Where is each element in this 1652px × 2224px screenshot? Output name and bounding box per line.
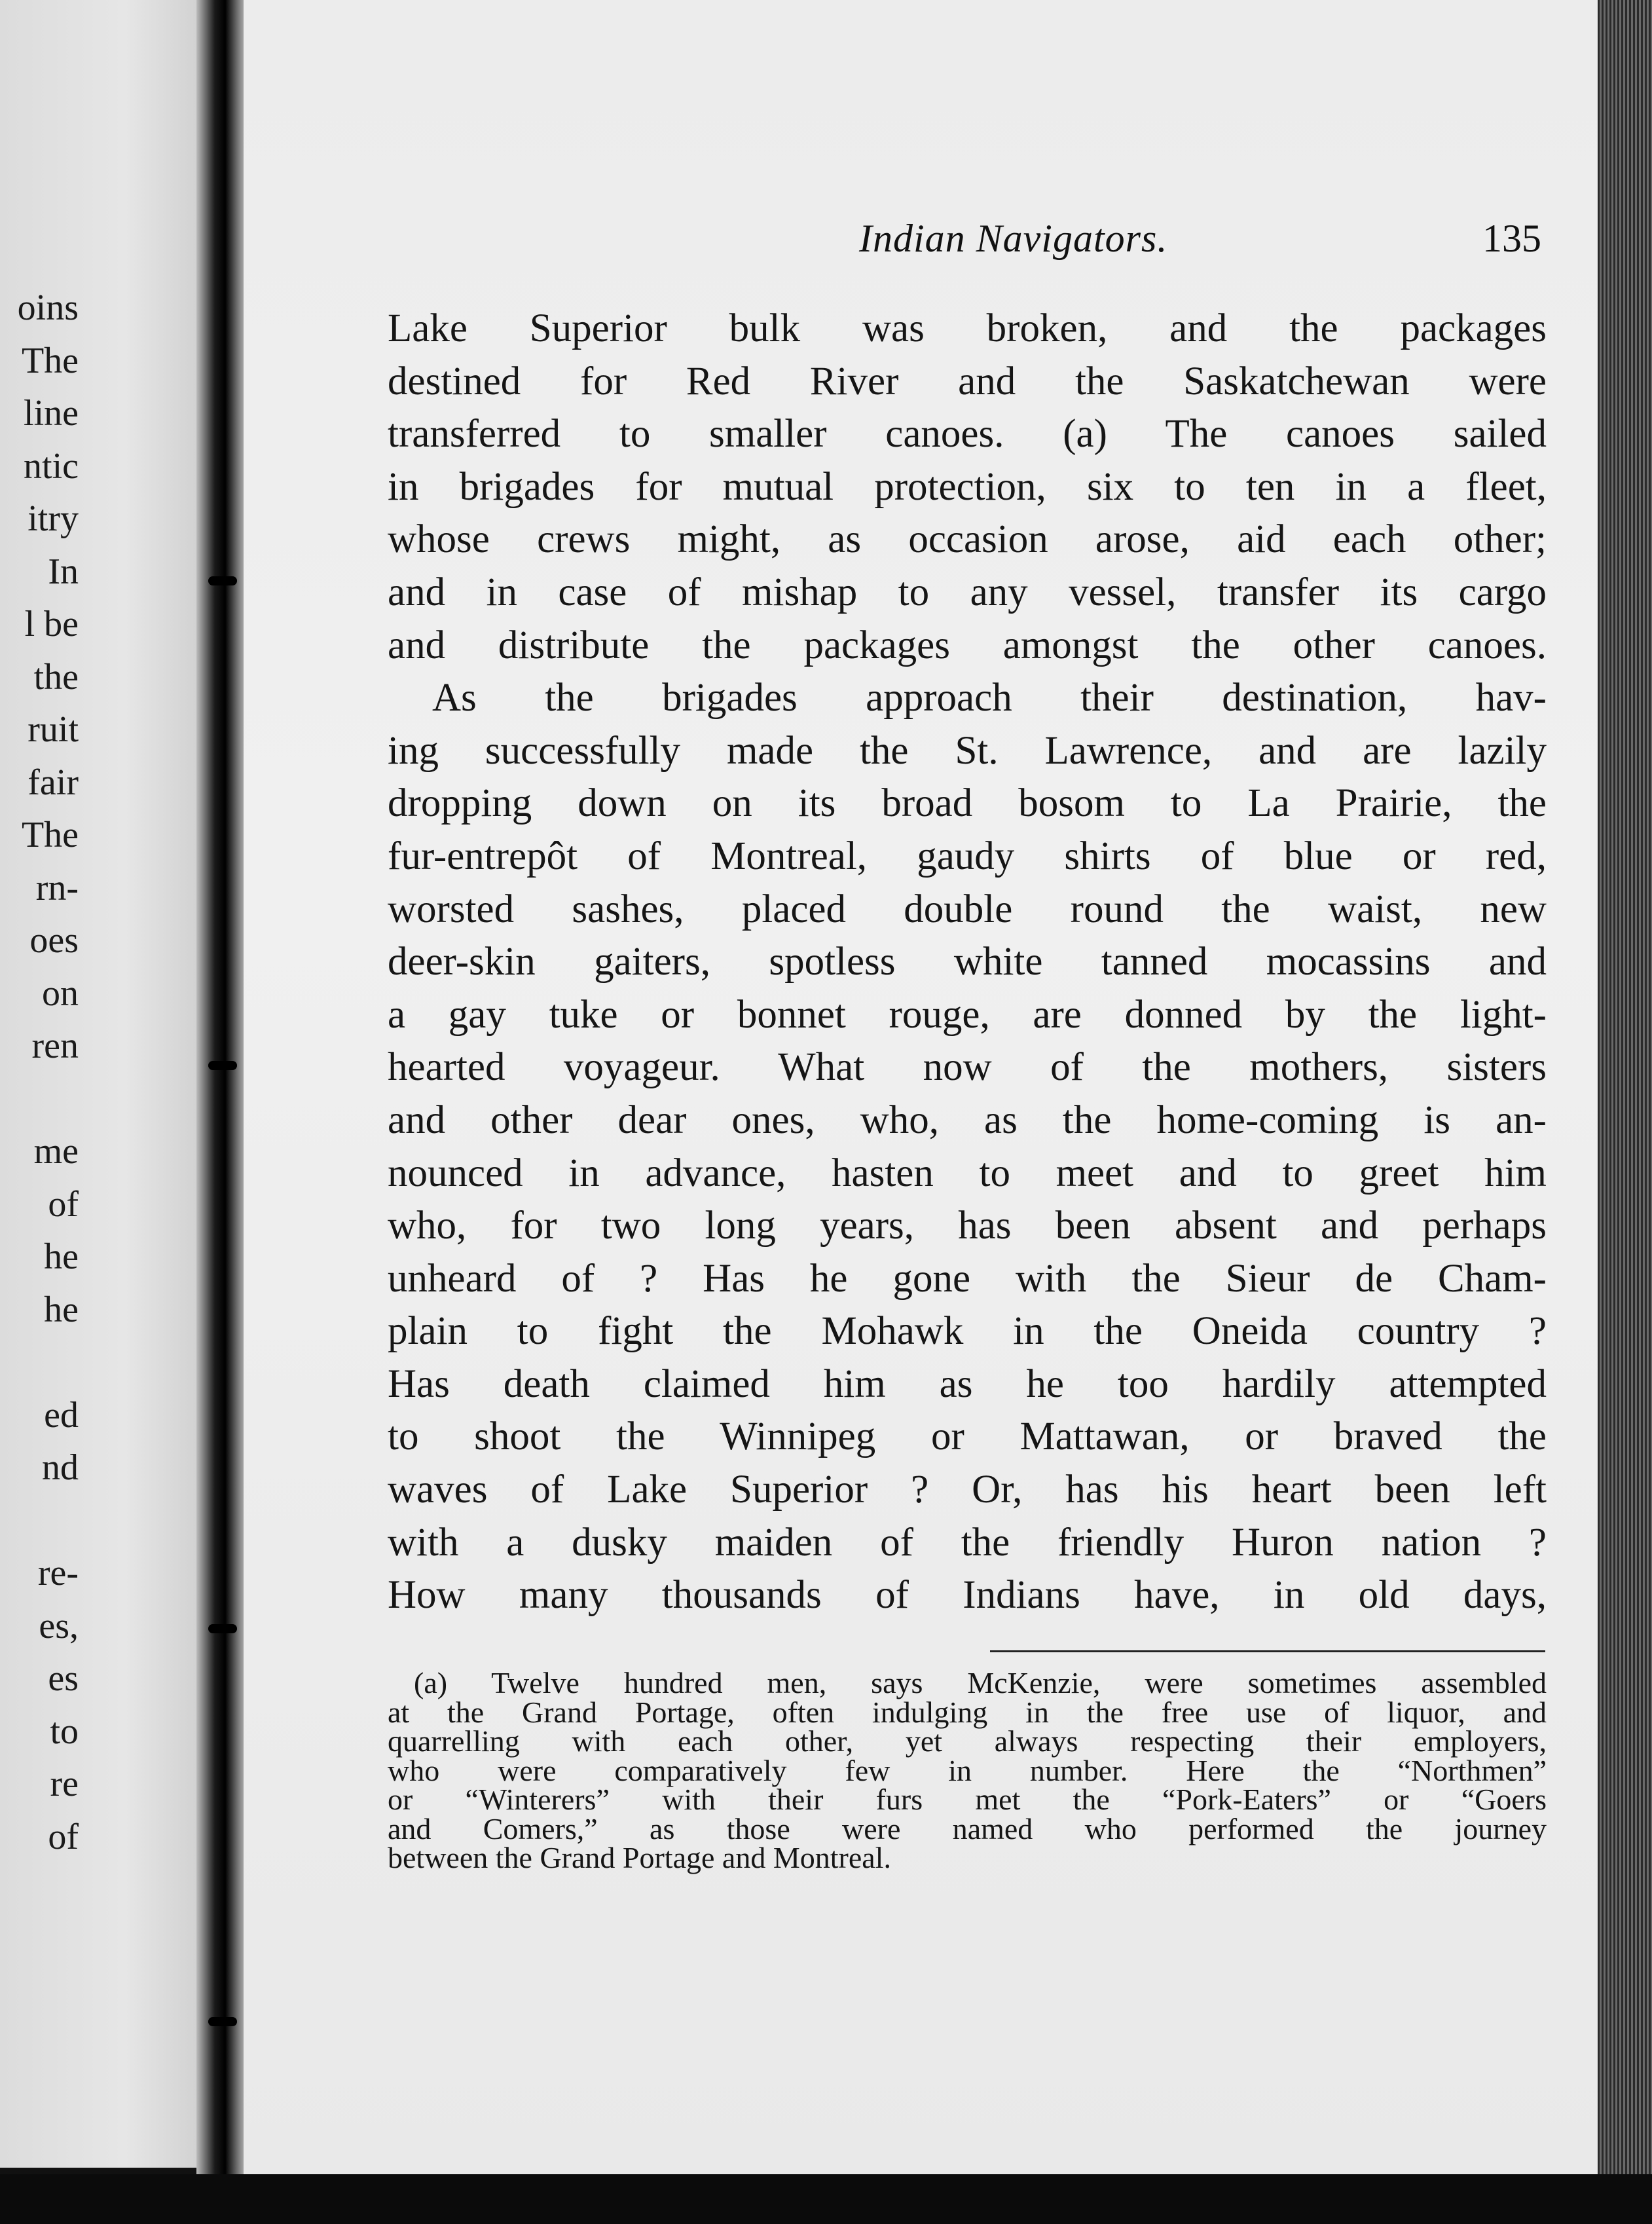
binding-stitch [208, 1061, 237, 1070]
binding-stitch [208, 1624, 237, 1633]
text-line: with a dusky maiden of the friendly Huron nation ? [388, 1520, 1547, 1565]
text-line: and distribute the packages amongst the other canoes. [388, 623, 1547, 667]
scan-bottom-edge [0, 2174, 1652, 2224]
left-fragment: oes [29, 920, 79, 961]
footnote-line: and Comers,” as those were named who performed the journey [388, 1811, 1547, 1845]
footnote-line: who were comparatively few in number. Here the “Northmen” [388, 1753, 1547, 1787]
running-title: Indian Navigators. [859, 217, 1168, 260]
left-fragment: re [50, 1764, 79, 1804]
left-fragment: es [48, 1658, 79, 1699]
left-fragment: oins [17, 287, 79, 328]
left-fragment: re- [37, 1553, 79, 1593]
right-page [244, 0, 1606, 2174]
left-fragment: l be [24, 604, 79, 644]
footnote-rule [990, 1650, 1545, 1652]
left-fragment: ruit [28, 709, 79, 750]
text-line: destined for Red River and the Saskatchewan were [388, 359, 1547, 403]
footnote [388, 1666, 1547, 1874]
text-line: dropping down on its broad bosom to La Prairie, the [388, 781, 1547, 826]
footnote-line: or “Winterers” with their furs met the “Pork-Eaters” or “Goers [388, 1783, 1547, 1816]
left-fragment: rn- [35, 867, 79, 908]
binding-stitch [208, 2017, 237, 2026]
text-line: plain to fight the Mohawk in the Oneida country ? [388, 1309, 1547, 1354]
left-fragment: fair [28, 762, 79, 803]
text-line: hearted voyageur. What now of the mothers, sisters [388, 1045, 1547, 1090]
text-line: deer-skin gaiters, spotless white tanned mocassins and [388, 940, 1547, 984]
binding-stitch [208, 576, 237, 585]
text-line: transferred to smaller canoes. (a) The canoes sailed [388, 412, 1547, 456]
left-fragment: line [24, 393, 79, 434]
left-fragment: of [48, 1183, 79, 1225]
body-text [388, 303, 1547, 1622]
text-line: unheard of ? Has he gone with the Sieur de Cham- [388, 1256, 1547, 1301]
text-line: Has death claimed him as he too hardily attempted [388, 1362, 1547, 1406]
text-line: whose crews might, as occasion arose, aid each other; [388, 517, 1547, 562]
footnote-line: (a) Twelve hundred men, says McKenzie, were sometimes assembled [414, 1666, 1547, 1699]
text-line: How many thousands of Indians have, in old days, [388, 1573, 1547, 1618]
left-fragment [0, 1494, 79, 1548]
left-page [0, 0, 208, 2168]
left-fragment [0, 1073, 79, 1126]
book-gutter [196, 0, 249, 2187]
running-header [388, 216, 1547, 275]
left-fragment: es, [39, 1605, 79, 1646]
left-fragment: of [48, 1816, 79, 1857]
text-line: who, for two long years, has been absent and perhaps [388, 1204, 1547, 1248]
text-line: fur-entrepôt of Montreal, gaudy shirts of blue or red, [388, 834, 1547, 878]
text-line: Lake Superior bulk was broken, and the packages [388, 306, 1547, 350]
left-fragment: ed [44, 1394, 79, 1436]
left-fragment: The [21, 815, 79, 855]
text-line: a gay tuke or bonnet rouge, are donned by the light- [388, 992, 1547, 1037]
left-fragment: itry [28, 498, 79, 539]
left-fragment: he [44, 1289, 79, 1330]
text-line: and in case of mishap to any vessel, transfer its cargo [388, 570, 1547, 614]
text-line: ing successfully made the St. Lawrence, and are lazily [388, 728, 1547, 773]
left-fragment: on [42, 973, 79, 1014]
text-line: to shoot the Winnipeg or Mattawan, or braved the [388, 1415, 1547, 1459]
left-page-text-fragments [0, 282, 79, 1863]
text-line: in brigades for mutual protection, six to ten in a fleet, [388, 464, 1547, 509]
text-line: waves of Lake Superior ? Or, has his heart been left [388, 1468, 1547, 1512]
footnote-line: at the Grand Portage, often indulging in the free use of liquor, and [388, 1695, 1547, 1729]
left-fragment: ntic [24, 445, 79, 487]
left-fragment: me [33, 1131, 79, 1172]
left-fragment: to [50, 1711, 79, 1752]
page-number: 135 [1482, 217, 1541, 260]
left-fragment: nd [42, 1447, 79, 1488]
left-fragment: The [21, 340, 79, 381]
footnote-line: between the Grand Portage and Montreal. [388, 1841, 891, 1874]
text-line: nounced in advance, hasten to meet and to greet him [388, 1151, 1547, 1195]
left-fragment: ren [31, 1026, 79, 1066]
left-fragment: the [33, 656, 79, 697]
left-fragment: he [44, 1236, 79, 1277]
page-edges [1598, 0, 1652, 2224]
footnote-line: quarrelling with each other, yet always respecting their employers, [388, 1724, 1547, 1758]
left-fragment: In [48, 551, 79, 592]
text-line: As the brigades approach their destination, hav- [432, 676, 1547, 720]
text-line: worsted sashes, placed double round the waist, new [388, 887, 1547, 931]
text-line: and other dear ones, who, as the home-coming is an- [388, 1098, 1547, 1142]
left-fragment [0, 1336, 79, 1389]
